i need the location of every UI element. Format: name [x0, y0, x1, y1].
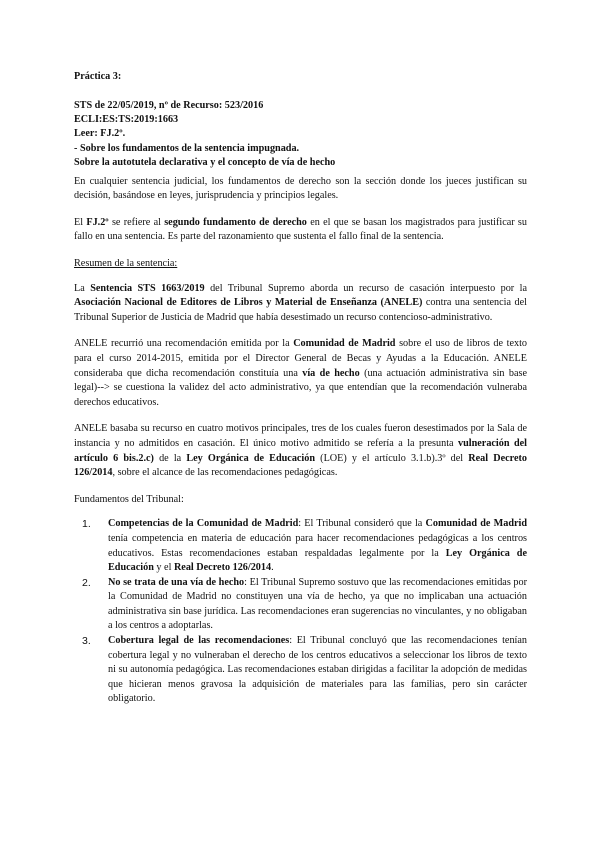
fj2-paragraph — [74, 216, 527, 245]
bold-run: vía de hecho — [302, 367, 360, 379]
topic-line-2: Sobre la autotutela declarativa y el concepto de vía de hecho — [74, 157, 336, 169]
document-title: Práctica 3: — [74, 71, 122, 82]
bold-run: Comunidad de Madrid — [425, 518, 527, 530]
bold-run: Real Decreto 126/2014 — [173, 562, 272, 574]
summary-paragraph-3 — [74, 422, 527, 480]
topic-line-1: - Sobre los fundamentos de la sentencia impugnada. — [74, 142, 300, 154]
document-content — [74, 70, 527, 707]
bold-run: Cobertura legal de las recomendaciones — [108, 635, 290, 647]
text-run: (LOE) y el artículo 3.1.b).3º del — [315, 452, 469, 464]
text-run: tenía competencia en materia de educación para hacer recomendaciones pedagógicas a los centros educativos. Estas recomendaciones estaban respaldadas legalmente por la — [108, 532, 527, 559]
bold-run: No se trata de una vía de hecho — [108, 576, 245, 588]
text-run: La — [74, 282, 91, 294]
reading-instruction: Leer: FJ.2º. — [74, 128, 126, 140]
bold-run: Sentencia STS 1663/2019 — [90, 282, 205, 294]
bold-run: vulneración del artículo 6 bis.2.c) — [74, 437, 527, 464]
text-run: ANELE recurrió una recomendación emitida por la — [74, 338, 294, 350]
fundamentos-heading: Fundamentos del Tribunal: — [74, 493, 184, 505]
case-ecli: ECLI:ES:TS:2019:1663 — [74, 114, 179, 125]
summary-paragraph-2 — [74, 337, 527, 410]
text-run: El — [74, 216, 87, 228]
text-run: : El Tribunal consideró que la — [298, 518, 426, 530]
resumen-heading-text: Resumen de la sentencia: — [74, 258, 178, 269]
text-run: : El Tribunal Supremo sostuvo que las recomendaciones emitidas por la Comunidad de Madrid no constituyen una vía de hecho, ya que no implicaban una actuación administrativa sin base jurídica. Las recomendaciones eran sugerencias no vinculantes, y no obligaban a los centros a adoptarlas. — [108, 576, 527, 632]
bold-run: Ley Orgánica de Educación — [108, 547, 527, 574]
list-item — [82, 517, 527, 575]
resumen-heading — [74, 257, 527, 272]
text-run: se refiere al — [108, 216, 165, 228]
summary-paragraph-1 — [74, 282, 527, 326]
bold-run: segundo fundamento de derecho — [164, 216, 307, 228]
bold-run: Ley Orgánica de Educación — [186, 452, 316, 464]
bold-run: FJ.2º — [86, 216, 109, 228]
bold-run: Comunidad de Madrid — [293, 338, 396, 350]
text-run: y el — [153, 562, 174, 574]
bold-run: Asociación Nacional de Editores de Libros y Material de Enseñanza (ANELE) — [74, 297, 423, 309]
text-run: sobre el uso de libros de texto para el curso 2014-2015, emitida por el Director General de Becas y Ayudas a la Educación. ANELE consideraba que dicha recomendación constituía una — [74, 338, 527, 379]
text-run: . — [271, 562, 274, 574]
list-item — [82, 634, 527, 707]
list-number: 1. — [82, 518, 91, 531]
text-run: ANELE basaba su recurso en cuatro motivos principales, tres de los cuales fueron desestimados por la Sala de instancia y no admitidos en casación. El único motivo admitido se refería a la presunta — [74, 423, 527, 449]
text-run: en el que se basan los magistrados para justificar su fallo en una sentencia. Es parte del razonamiento que sustenta el fallo final de la sentencia. — [74, 216, 527, 243]
list-item — [82, 576, 527, 634]
case-header — [74, 99, 527, 171]
intro-paragraph: En cualquier sentencia judicial, los fundamentos de derecho son la sección donde los jueces justifican su decisión, basándose en leyes, jurisprudencia y principios legales. — [74, 175, 527, 202]
case-reference: STS de 22/05/2019, nº de Recurso: 523/2016 — [74, 99, 264, 111]
text-run: : El Tribunal concluyó que las recomendaciones tenían cobertura legal y no vulneraban el derecho de los centros educativos a seleccionar los libros de texto ni su autonomía pedagógica. Las recomendaciones estaban dirigidas a facilitar la adopción de medidas que hicieran menos gravosa la adquisición de materiales para las familias, pero sin carácter obligatorio. — [108, 635, 527, 705]
fundamentos-list — [74, 517, 527, 707]
text-run: contra una sentencia del Tribunal Superior de Justicia de Madrid que había desestimado un recurso contencioso-administrativo. — [74, 297, 527, 323]
text-run: del Tribunal Supremo aborda un recurso de casación interpuesto por la — [204, 282, 527, 294]
bold-run: Competencias de la Comunidad de Madrid — [108, 518, 299, 530]
list-number: 3. — [82, 635, 91, 648]
list-number: 2. — [82, 576, 91, 589]
text-run: , sobre el alcance de las recomendaciones pedagógicas. — [112, 467, 338, 479]
bold-run: Real Decreto 126/2014 — [74, 452, 527, 479]
text-run: (una actuación administrativa sin base legal)--> se cuestiona la validez del acto administrativo, ya que entendían que la recomendación vulneraba derechos educativos. — [74, 367, 527, 408]
text-run: de la — [153, 452, 187, 464]
